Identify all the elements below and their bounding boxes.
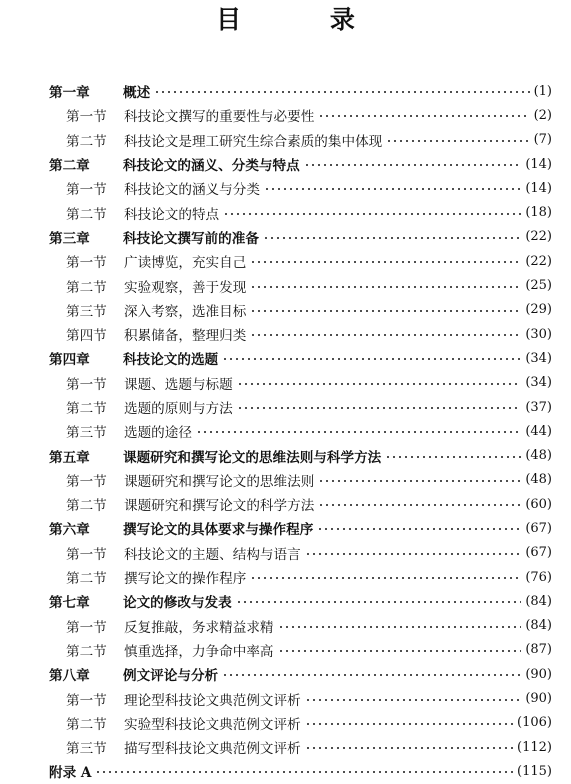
- toc-entry-title: 科技论文撰写的重要性与必要性: [124, 109, 315, 126]
- toc-section-row: [49, 249, 552, 273]
- toc-entry-label: [66, 470, 314, 490]
- toc-entry-label: [66, 737, 301, 757]
- toc-entry-title: 实验型科技论文典范例文评析: [124, 716, 301, 733]
- page-title: 目 录: [216, 5, 395, 34]
- dot-leader: [222, 674, 521, 676]
- toc-entry-label: [66, 105, 314, 125]
- toc-entry-label: [66, 543, 301, 563]
- toc-section-row: [49, 103, 552, 127]
- toc-section-row: [49, 638, 552, 662]
- toc-entry-title: 科技论文的选题: [123, 352, 219, 369]
- toc-entry-number: 第一节: [66, 546, 107, 563]
- toc-page-number: (87): [525, 642, 552, 658]
- toc-page-number: (22): [525, 229, 552, 245]
- toc-entry-title: 广读博览，充实自己: [124, 255, 247, 272]
- toc-entry-label: [66, 616, 274, 636]
- toc-entry-title: 例文评论与分析: [123, 668, 219, 685]
- toc-entry-title: 论文的修改与发表: [123, 595, 232, 612]
- dot-leader: [237, 407, 522, 409]
- toc-chapter-row: [49, 443, 552, 467]
- toc-entry-label: [49, 664, 218, 684]
- toc-section-row: [49, 614, 552, 638]
- toc-chapter-row: [49, 662, 552, 686]
- toc-entry-title: 积累储备，整理归类: [124, 328, 247, 345]
- toc-entry-label: [66, 713, 301, 733]
- toc-section-row: [49, 395, 552, 419]
- toc-section-row: [49, 565, 552, 589]
- toc-entry-title: 课题、选题与标题: [124, 376, 233, 393]
- toc-page-number: (44): [525, 423, 552, 439]
- toc-page-number: (67): [525, 520, 552, 536]
- dot-leader: [250, 310, 521, 312]
- toc-entry-label: [49, 518, 313, 538]
- toc-entry-number: 第三章: [49, 230, 90, 247]
- toc-section-row: [49, 128, 552, 152]
- toc-entry-title: 科技论文的特点: [124, 206, 220, 223]
- toc-entry-label: [49, 591, 232, 611]
- toc-page-number: (1): [533, 83, 552, 99]
- toc-entry-label: [66, 178, 260, 198]
- dot-leader: [237, 383, 522, 385]
- toc-page-number: (30): [525, 326, 552, 342]
- toc-entry-label: [66, 494, 314, 514]
- toc-entry-title: 附录 A: [49, 765, 92, 782]
- toc-chapter-row: [49, 589, 552, 613]
- toc-page-number: (48): [525, 448, 552, 464]
- dot-leader: [305, 553, 522, 555]
- toc-section-row: [49, 468, 552, 492]
- toc-page-number: (76): [525, 569, 552, 585]
- toc-page-number: (34): [525, 350, 552, 366]
- toc-entry-label: [66, 130, 382, 150]
- toc-entry-title: 理论型科技论文典范例文评析: [124, 692, 301, 709]
- toc-section-row: [49, 273, 552, 297]
- toc-entry-title: 反复推敲，务求精益求精: [124, 619, 274, 636]
- toc-entry-label: [66, 640, 274, 660]
- toc-entry-title: 撰写论文的操作程序: [124, 571, 247, 588]
- dot-leader: [263, 237, 521, 239]
- toc-section-row: [49, 735, 552, 759]
- toc-entry-title: 科技论文的涵义、分类与特点: [123, 158, 300, 175]
- toc-page-number: (25): [525, 278, 552, 294]
- toc-entry-label: [66, 397, 233, 417]
- toc-entry-title: 深入考察，选准目标: [124, 303, 247, 320]
- toc-entry-title: 课题研究和撰写论文的思维法则与科学方法: [123, 449, 382, 466]
- toc-chapter-row: [49, 516, 552, 540]
- toc-chapter-row: [49, 759, 552, 783]
- toc-entry-number: 第五章: [49, 449, 90, 466]
- toc-entry-title: 科技论文的涵义与分类: [124, 182, 260, 199]
- toc-entry-label: [49, 446, 381, 466]
- toc-entry-title: 描写型科技论文典范例文评析: [124, 741, 301, 758]
- toc-section-row: [49, 322, 552, 346]
- toc-entry-title: 科技论文是理工研究生综合素质的集中体现: [124, 133, 383, 150]
- toc-entry-number: 第二节: [66, 643, 107, 660]
- toc-entry-number: 第一节: [66, 619, 107, 636]
- toc-entry-number: 第二章: [49, 158, 90, 175]
- dot-leader: [154, 91, 529, 93]
- toc-page-number: (60): [525, 496, 552, 512]
- toc-section-row: [49, 541, 552, 565]
- toc-section-row: [49, 492, 552, 516]
- toc-entry-number: 第二节: [66, 716, 107, 733]
- toc-entry-number: 第四章: [49, 352, 90, 369]
- toc-entry-number: 第二节: [66, 498, 107, 515]
- toc-entry-label: [49, 81, 150, 101]
- dot-leader: [236, 601, 522, 603]
- toc-entry-number: 第二节: [66, 206, 107, 223]
- toc-entry-label: [66, 567, 246, 587]
- dot-leader: [250, 334, 521, 336]
- toc-entry-title: 概述: [123, 85, 151, 102]
- dot-leader: [250, 577, 521, 579]
- toc-entry-label: [66, 421, 192, 441]
- toc-entry-title: 选题的途径: [124, 425, 192, 442]
- dot-leader: [305, 699, 522, 701]
- toc-page-number: (34): [525, 375, 552, 391]
- toc-entry-number: 第一节: [66, 692, 107, 709]
- dot-leader: [305, 723, 513, 725]
- toc-entry-number: 第三节: [66, 425, 107, 442]
- toc-page-number: (90): [525, 666, 552, 682]
- toc-entry-title: 科技论文撰写前的准备: [123, 230, 259, 247]
- toc-entry-number: 第一节: [66, 109, 107, 126]
- toc-entry-label: [49, 154, 300, 174]
- table-of-contents: [49, 79, 552, 784]
- toc-page-number: (22): [525, 253, 552, 269]
- toc-page-number: (84): [525, 593, 552, 609]
- toc-page-number: (67): [525, 545, 552, 561]
- toc-entry-label: [66, 300, 246, 320]
- toc-entry-label: [49, 761, 91, 781]
- toc-entry-number: 第二节: [66, 133, 107, 150]
- dot-leader: [318, 504, 521, 506]
- toc-entry-number: 第二节: [66, 571, 107, 588]
- dot-leader: [250, 261, 521, 263]
- dot-leader: [386, 140, 529, 142]
- toc-entry-number: 第六章: [49, 522, 90, 539]
- toc-entry-number: 第一节: [66, 376, 107, 393]
- toc-page-number: (84): [525, 618, 552, 634]
- toc-section-row: [49, 200, 552, 224]
- toc-entry-title: 课题研究和撰写论文的思维法则: [124, 473, 315, 490]
- toc-entry-label: [49, 227, 259, 247]
- dot-leader: [385, 456, 521, 458]
- toc-entry-label: [66, 324, 246, 344]
- toc-entry-number: 第二节: [66, 401, 107, 417]
- toc-page-number: (14): [525, 156, 552, 172]
- toc-chapter-row: [49, 225, 552, 249]
- toc-entry-label: [66, 203, 219, 223]
- toc-entry-label: [66, 689, 301, 709]
- dot-leader: [317, 528, 521, 530]
- toc-chapter-row: [49, 152, 552, 176]
- dot-leader: [278, 626, 522, 628]
- toc-entry-title: 实验观察，善于发现: [124, 279, 247, 296]
- toc-entry-number: 第三节: [66, 303, 107, 320]
- toc-section-row: [49, 298, 552, 322]
- toc-entry-title: 选题的原则与方法: [124, 401, 233, 417]
- toc-entry-title: 撰写论文的具体要求与操作程序: [123, 522, 314, 539]
- toc-chapter-row: [49, 79, 552, 103]
- dot-leader: [318, 115, 529, 117]
- toc-page-number: (18): [525, 205, 552, 221]
- dot-leader: [305, 747, 513, 749]
- dot-leader: [223, 213, 521, 215]
- toc-section-row: [49, 176, 552, 200]
- dot-leader: [222, 358, 521, 360]
- toc-entry-title: 科技论文的主题、结构与语言: [124, 546, 301, 563]
- toc-page-number: (115): [517, 763, 552, 779]
- toc-entry-number: 第一节: [66, 473, 107, 490]
- toc-entry-number: 第八章: [49, 668, 90, 685]
- dot-leader: [318, 480, 521, 482]
- toc-page-number: (14): [525, 180, 552, 196]
- toc-entry-number: 第一节: [66, 182, 107, 199]
- toc-page-number: (37): [525, 399, 552, 415]
- toc-entry-number: 第三节: [66, 741, 107, 758]
- toc-page-number: (112): [517, 739, 552, 755]
- dot-leader: [264, 188, 521, 190]
- dot-leader: [196, 431, 521, 433]
- toc-entry-number: 第一节: [66, 255, 107, 272]
- toc-page-number: (90): [525, 691, 552, 707]
- toc-entry-label: [66, 276, 246, 296]
- toc-entry-number: 第一章: [49, 85, 90, 102]
- toc-section-row: [49, 419, 552, 443]
- toc-entry-number: 第四节: [66, 328, 107, 345]
- toc-page-number: (48): [525, 472, 552, 488]
- toc-entry-label: [66, 373, 233, 393]
- toc-entry-label: [66, 251, 246, 271]
- dot-leader: [304, 164, 522, 166]
- toc-entry-number: 第二节: [66, 279, 107, 296]
- toc-chapter-row: [49, 346, 552, 370]
- toc-entry-title: 课题研究和撰写论文的科学方法: [124, 498, 315, 515]
- toc-entry-label: [49, 348, 218, 368]
- toc-page-number: (29): [525, 302, 552, 318]
- toc-entry-number: 第七章: [49, 595, 90, 612]
- dot-leader: [278, 650, 522, 652]
- toc-page-number: (2): [533, 107, 552, 123]
- toc-section-row: [49, 371, 552, 395]
- toc-section-row: [49, 686, 552, 710]
- dot-leader: [250, 286, 521, 288]
- toc-section-row: [49, 711, 552, 735]
- toc-page-number: (7): [533, 132, 552, 148]
- toc-page-number: (106): [517, 715, 552, 731]
- toc-entry-title: 慎重选择，力争命中率高: [124, 643, 274, 660]
